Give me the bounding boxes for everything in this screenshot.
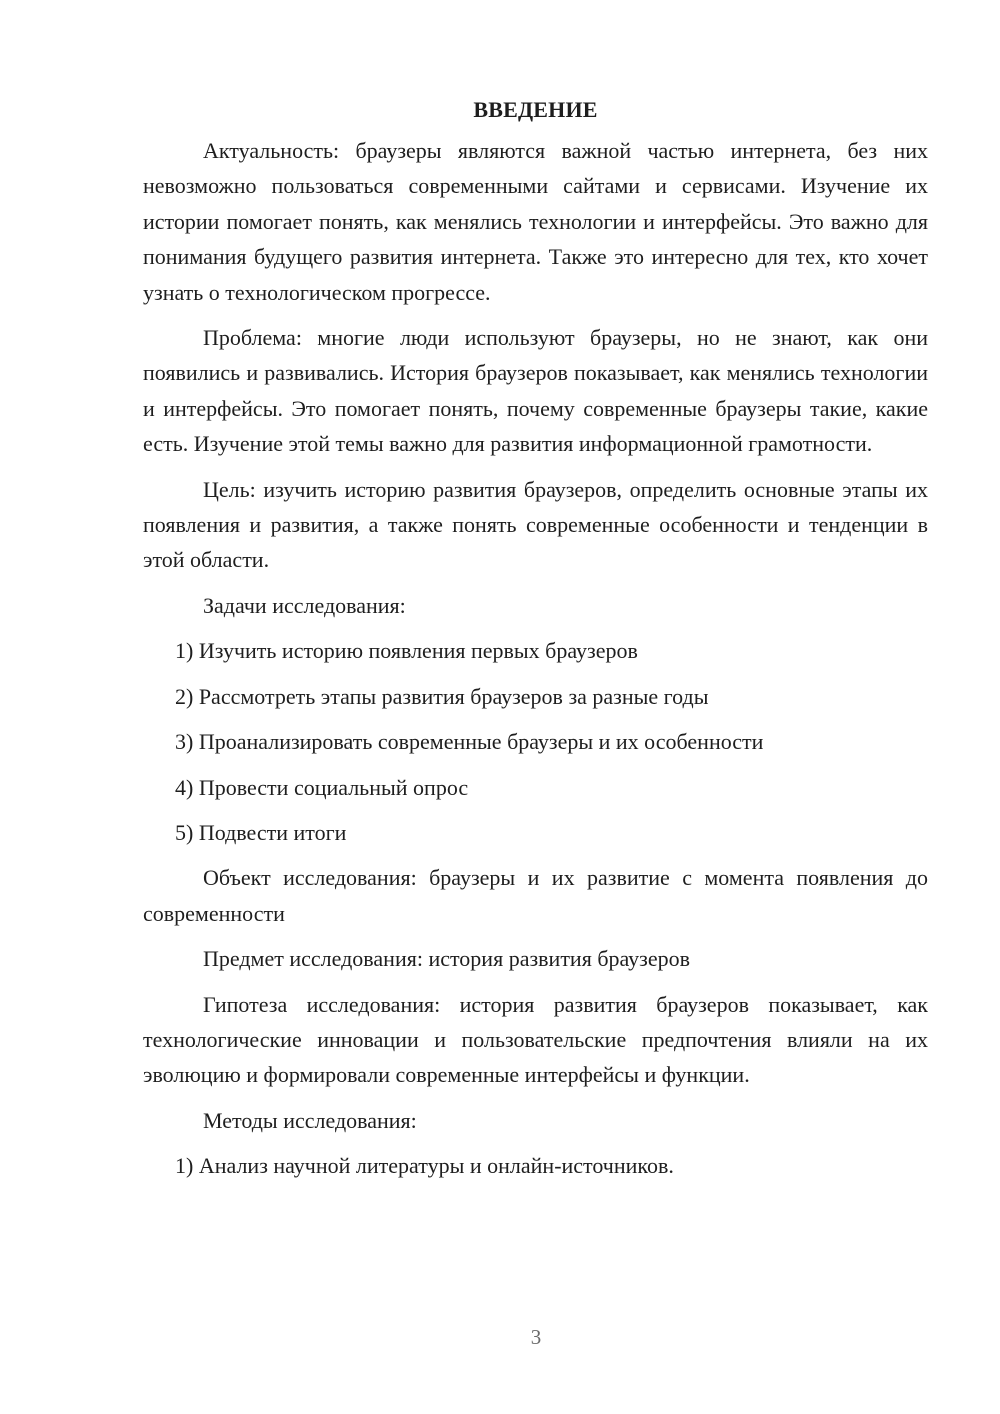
task-item: 1) Изучить историю появления первых браузеров [175, 638, 638, 664]
page-number: 3 [530, 1325, 542, 1349]
page-title: ВВЕДЕНИЕ [473, 97, 598, 122]
task-item: 3) Проанализировать современные браузеры и их особенности [175, 729, 764, 755]
paragraph-goal: Цель: изучить историю развития браузеров, определить основные этапы их появления и развития, а также понять современные особенности и тенденции в этой области. [143, 476, 928, 573]
task-item: 2) Рассмотреть этапы развития браузеров за разные годы [175, 683, 709, 709]
paragraph-hypothesis: Гипотеза исследования: история развития браузеров показывает, как технологические инновации и пользовательские предпочтения влияли на их эволюцию и формировали современные интерфейсы и функции. [143, 991, 928, 1088]
paragraph-problem: Проблема: многие люди используют браузеры, но не знают, как они появились и развивались. История браузеров показывает, как менялись технологии и интерфейсы. Это помогает понять, почему современные браузеры такие, какие есть. Изучение этой темы важно для развития информационной грамотности. [143, 325, 928, 457]
method-item: 1) Анализ научной литературы и онлайн-источников. [175, 1153, 674, 1179]
paragraph-relevance: Актуальность: браузеры являются важной частью интернета, без них невозможно пользоваться современными сайтами и сервисами. Изучение их истории помогает понять, как менялись технологии и интерфейсы. Это важно для понимания будущего развития интернета. Также это интересно для тех, кто хочет узнать о технологическом прогрессе. [143, 138, 928, 305]
paragraph-subject: Предмет исследования: история развития браузеров [203, 946, 691, 972]
task-item: 4) Провести социальный опрос [175, 774, 469, 800]
methods-heading: Методы исследования: [203, 1107, 417, 1133]
tasks-heading: Задачи исследования: [203, 592, 406, 618]
task-item: 5) Подвести итоги [175, 819, 347, 845]
page-content [143, 92, 928, 1194]
paragraph-object: Объект исследования: браузеры и их развитие с момента появления до современности [143, 865, 928, 926]
